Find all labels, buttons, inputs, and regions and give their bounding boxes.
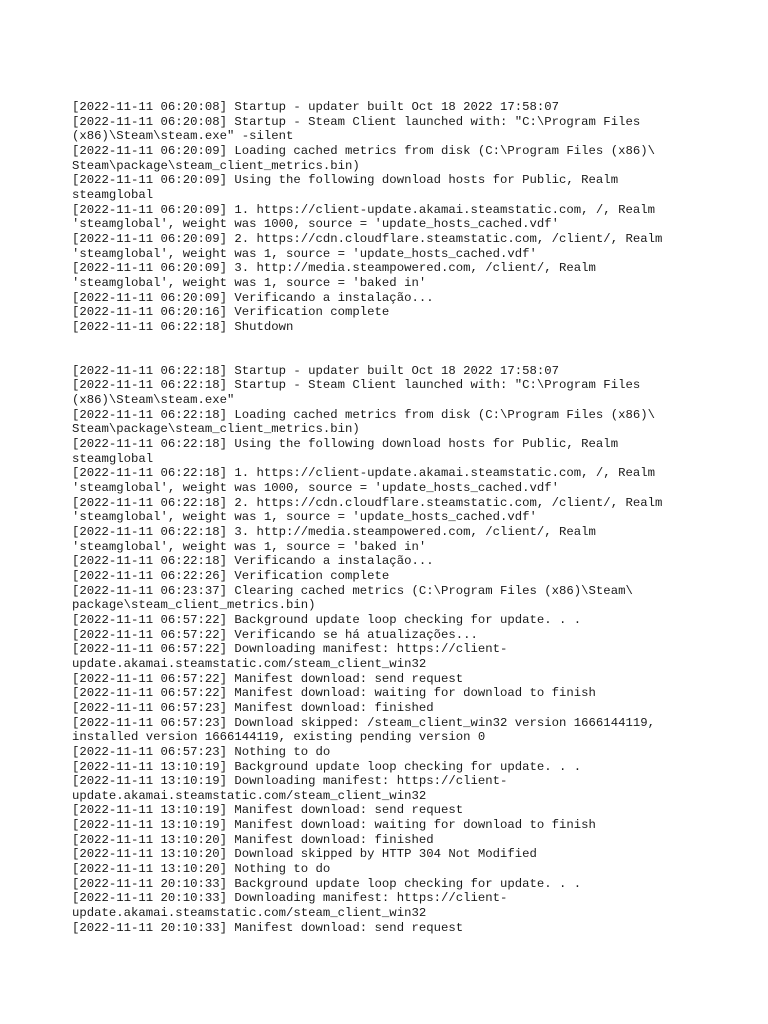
log-line: 'steamglobal', weight was 1000, source = 'update_hosts_cached.vdf': [72, 217, 560, 232]
log-line: [2022-11-11 06:20:09] Using the following download hosts for Public, Realm: [72, 173, 619, 188]
log-line: 'steamglobal', weight was 1, source = 'update_hosts_cached.vdf': [72, 510, 537, 525]
log-line: [2022-11-11 13:10:19] Downloading manifest: https://client-: [72, 774, 508, 789]
log-line: (x86)\Steam\steam.exe": [72, 393, 235, 408]
log-line: [2022-11-11 13:10:19] Manifest download: waiting for download to finish: [72, 818, 596, 833]
log-line: [2022-11-11 06:22:18] Verificando a instalação...: [72, 554, 434, 569]
log-line: [2022-11-11 06:57:23] Download skipped: /steam_client_win32 version 1666144119,: [72, 715, 655, 730]
log-line: [2022-11-11 13:10:20] Download skipped by HTTP 304 Not Modified: [72, 847, 537, 862]
log-line: [2022-11-11 20:10:33] Downloading manifest: https://client-: [72, 891, 508, 906]
log-line: update.akamai.steamstatic.com/steam_client_win32: [72, 788, 427, 803]
log-line: [2022-11-11 20:10:33] Background update loop checking for update. . .: [72, 876, 582, 891]
log-line: package\steam_client_metrics.bin): [72, 598, 316, 613]
log-line: [2022-11-11 06:20:09] Verificando a instalação...: [72, 290, 434, 305]
log-line: (x86)\Steam\steam.exe" -silent: [72, 129, 294, 144]
log-document: [72, 100, 732, 935]
log-line: Steam\package\steam_client_metrics.bin): [72, 422, 360, 437]
log-line: [2022-11-11 06:22:18] 3. http://media.steampowered.com, /client/, Realm: [72, 525, 596, 540]
log-line: [2022-11-11 06:20:08] Startup - updater built Oct 18 2022 17:58:07: [72, 100, 560, 114]
log-line: [2022-11-11 06:22:18] Loading cached metrics from disk (C:\Program Files (x86)\: [72, 407, 655, 422]
log-line: [2022-11-11 06:57:23] Nothing to do: [72, 744, 331, 759]
log-line: [2022-11-11 06:22:18] Shutdown: [72, 319, 294, 334]
log-line: update.akamai.steamstatic.com/steam_client_win32: [72, 656, 427, 671]
log-line: [2022-11-11 06:20:09] 2. https://cdn.cloudflare.steamstatic.com, /client/, Realm: [72, 231, 663, 246]
log-line: steamglobal: [72, 451, 154, 466]
log-session-1: [72, 100, 732, 335]
log-line: [2022-11-11 06:20:08] Startup - Steam Client launched with: "C:\Program Files: [72, 114, 641, 129]
log-line: [2022-11-11 13:10:20] Manifest download: finished: [72, 832, 434, 847]
log-line: Steam\package\steam_client_metrics.bin): [72, 158, 360, 173]
log-line: [2022-11-11 06:22:18] 1. https://client-update.akamai.steamstatic.com, /, Realm: [72, 466, 655, 481]
log-line: [2022-11-11 06:57:22] Verificando se há atualizações...: [72, 627, 478, 642]
log-line: [2022-11-11 06:22:18] Startup - Steam Client launched with: "C:\Program Files: [72, 378, 641, 393]
log-line: [2022-11-11 06:57:22] Downloading manifest: https://client-: [72, 642, 508, 657]
log-line: 'steamglobal', weight was 1, source = 'baked in': [72, 539, 427, 554]
log-line: [2022-11-11 13:10:20] Nothing to do: [72, 862, 331, 877]
log-line: 'steamglobal', weight was 1000, source = 'update_hosts_cached.vdf': [72, 481, 560, 496]
log-line: [2022-11-11 06:22:18] 2. https://cdn.cloudflare.steamstatic.com, /client/, Realm: [72, 495, 663, 510]
log-line: update.akamai.steamstatic.com/steam_client_win32: [72, 906, 427, 921]
log-line: 'steamglobal', weight was 1, source = 'baked in': [72, 275, 427, 290]
log-line: installed version 1666144119, existing pending version 0: [72, 730, 486, 745]
log-line: [2022-11-11 06:22:26] Verification complete: [72, 568, 390, 583]
log-line: [2022-11-11 20:10:33] Manifest download: send request: [72, 920, 464, 935]
log-line: [2022-11-11 06:20:09] 1. https://client-update.akamai.steamstatic.com, /, Realm: [72, 202, 655, 217]
log-line: [2022-11-11 06:57:23] Manifest download: finished: [72, 700, 434, 715]
log-session-2: [72, 364, 732, 936]
log-line: [2022-11-11 06:57:22] Manifest download: send request: [72, 671, 464, 686]
log-line: [2022-11-11 06:20:09] Loading cached metrics from disk (C:\Program Files (x86)\: [72, 143, 655, 158]
log-line: [2022-11-11 13:10:19] Manifest download: send request: [72, 803, 464, 818]
log-line: [2022-11-11 06:23:37] Clearing cached metrics (C:\Program Files (x86)\Steam\: [72, 583, 633, 598]
log-line: 'steamglobal', weight was 1, source = 'update_hosts_cached.vdf': [72, 246, 537, 261]
log-line: steamglobal: [72, 187, 154, 202]
log-line: [2022-11-11 06:22:18] Using the following download hosts for Public, Realm: [72, 437, 619, 452]
log-line: [2022-11-11 06:20:16] Verification complete: [72, 305, 390, 320]
log-line: [2022-11-11 06:20:09] 3. http://media.steampowered.com, /client/, Realm: [72, 261, 596, 276]
log-line: [2022-11-11 06:57:22] Background update loop checking for update. . .: [72, 612, 582, 627]
log-line: [2022-11-11 13:10:19] Background update loop checking for update. . .: [72, 759, 582, 774]
log-line: [2022-11-11 06:57:22] Manifest download: waiting for download to finish: [72, 686, 596, 701]
log-line: [2022-11-11 06:22:18] Startup - updater built Oct 18 2022 17:58:07: [72, 363, 560, 378]
